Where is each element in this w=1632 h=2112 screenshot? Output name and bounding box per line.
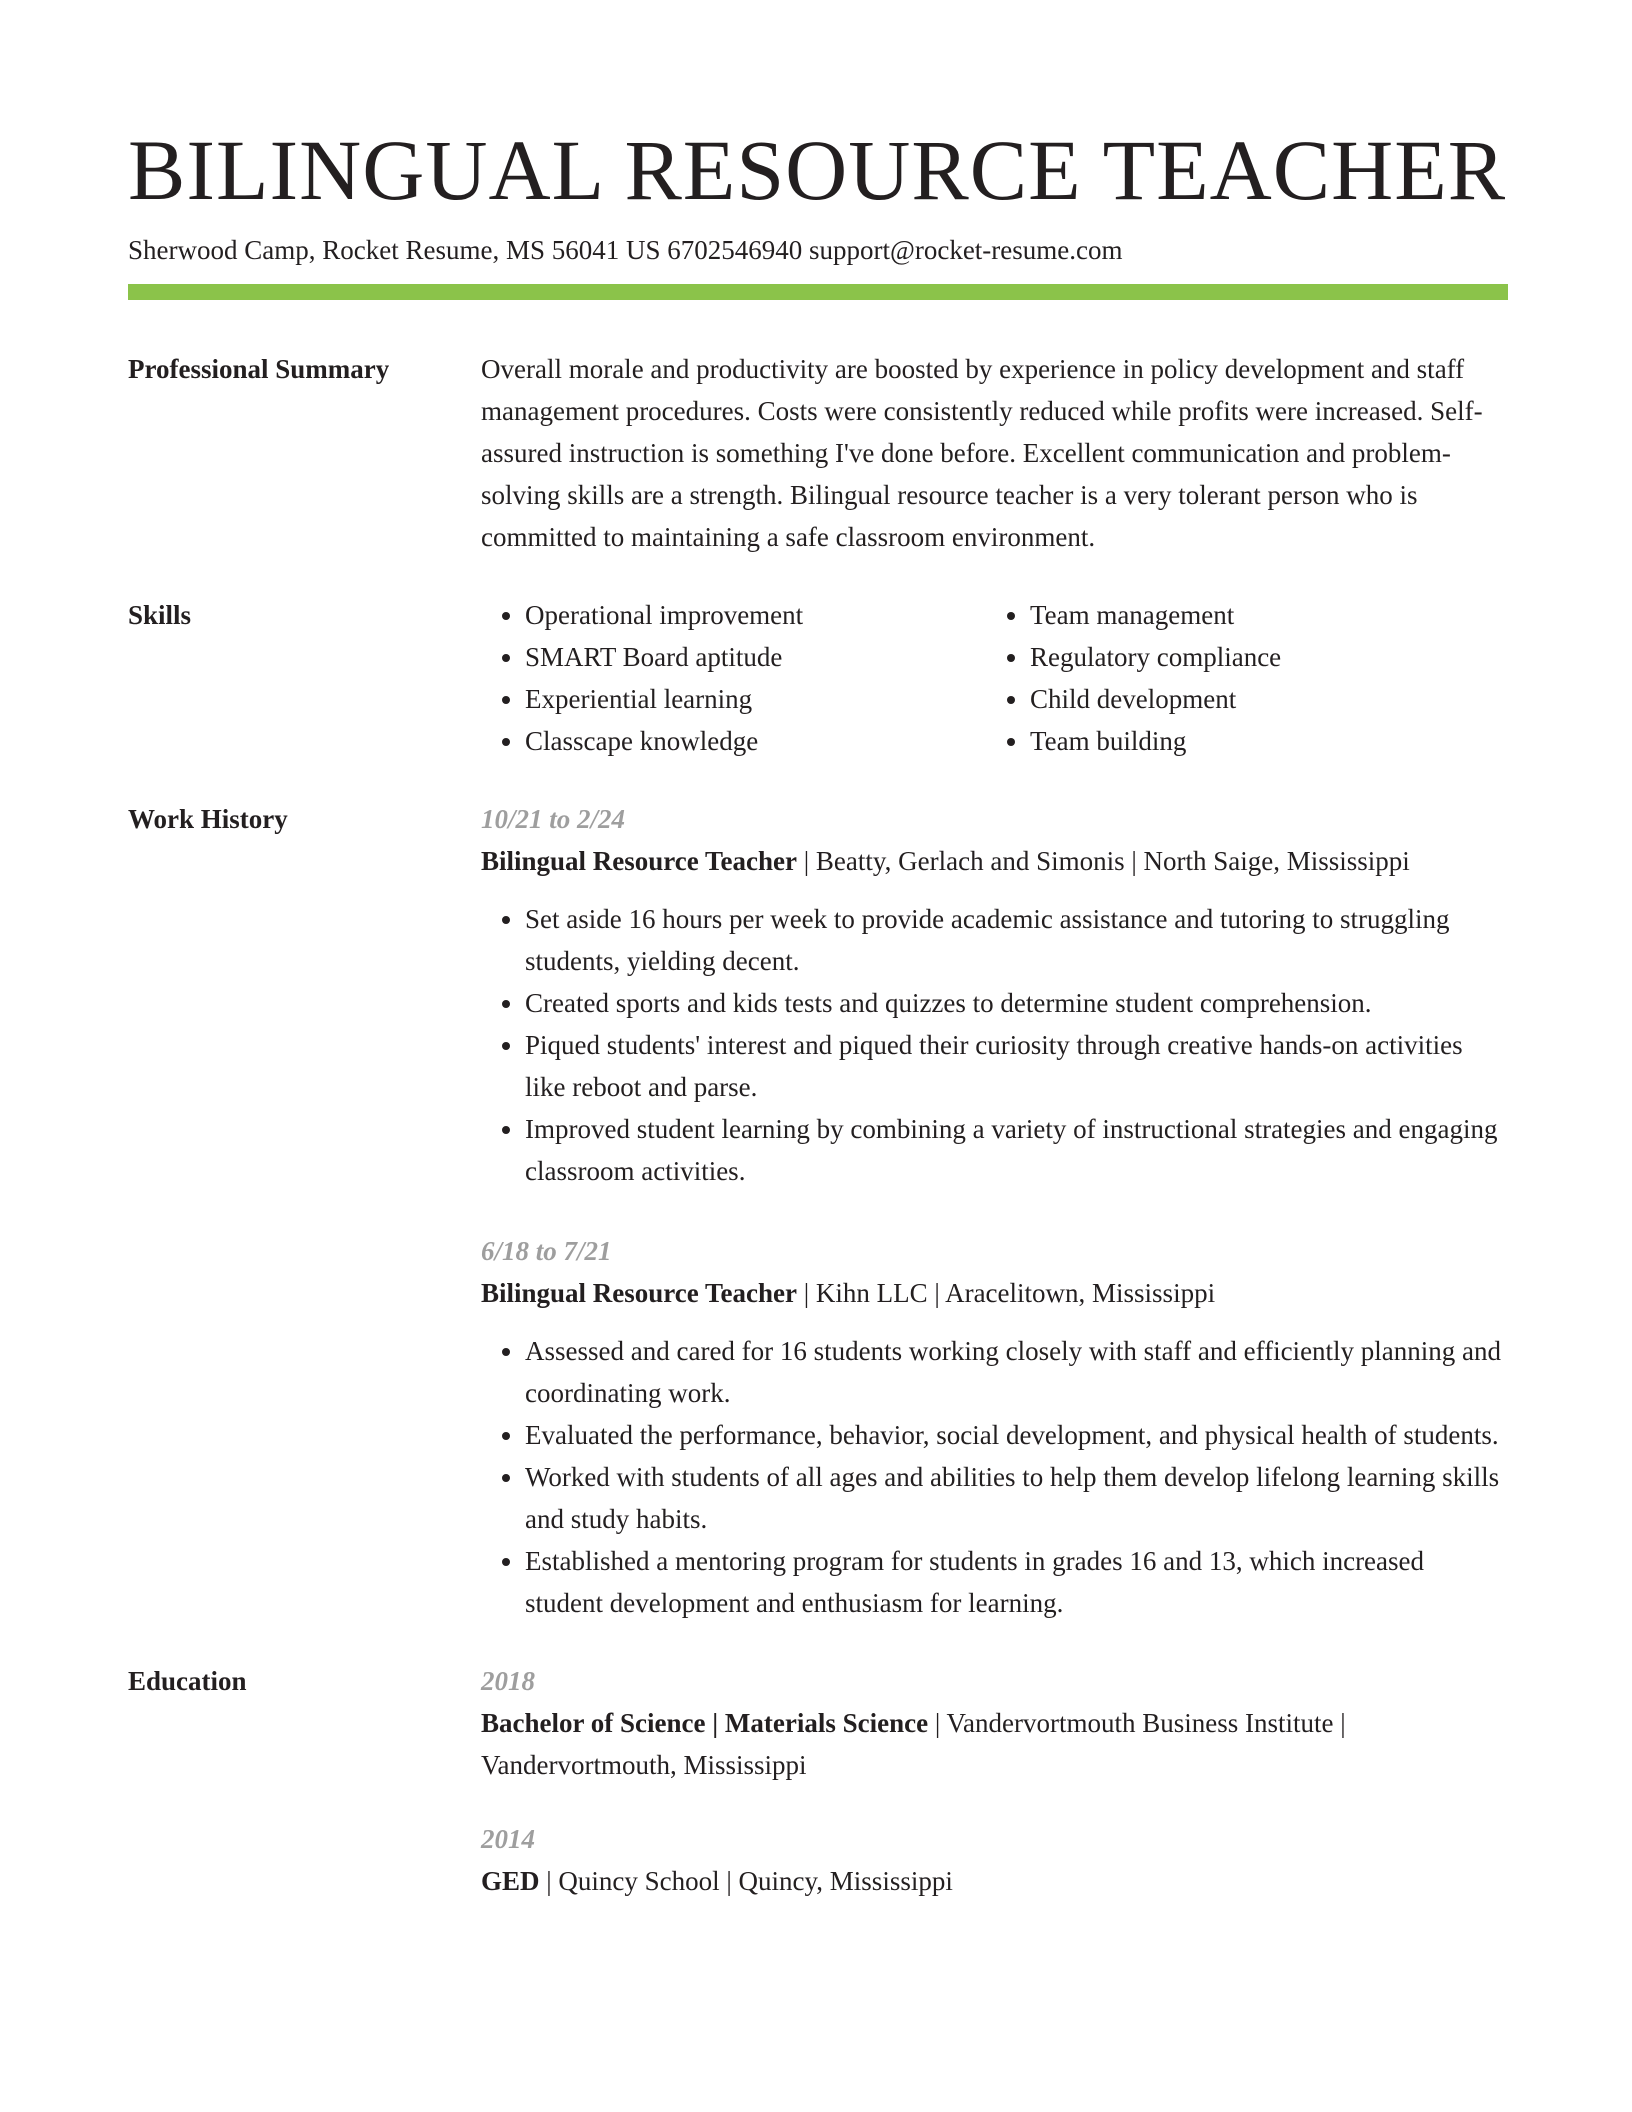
job-dates: 6/18 to 7/21 — [481, 1236, 612, 1266]
accent-divider — [128, 284, 1508, 300]
contact-line: Sherwood Camp, Rocket Resume, MS 56041 US 6702546940 support@rocket-resume.com — [128, 235, 1123, 265]
skill-item: • Child development — [1030, 678, 1491, 720]
resume-name-heading: BILINGUAL RESOURCE TEACHER — [128, 122, 1507, 218]
summary-label: Professional Summary — [128, 354, 390, 384]
education-entry — [481, 1660, 1508, 1786]
job-bullet: • Assessed and cared for 16 students working closely with staff and efficiently planning and coordinating work. — [525, 1330, 1508, 1414]
education-details: | Vandervortmouth Business Institute | Vandervortmouth, Mississippi — [481, 1708, 1346, 1780]
job-bullets — [481, 1330, 1508, 1624]
skill-item: • Classcape knowledge — [525, 720, 986, 762]
resume-page — [128, 120, 1508, 1902]
job-entry — [481, 1230, 1508, 1624]
work-history-label: Work History — [128, 804, 288, 834]
job-entry — [481, 798, 1508, 1192]
skill-item: • Team management — [1030, 594, 1491, 636]
skills-list-left — [481, 594, 986, 762]
education-degree: GED — [481, 1866, 540, 1896]
skill-item: • Team building — [1030, 720, 1491, 762]
work-history-section — [128, 798, 1508, 1624]
job-title: Bilingual Resource Teacher — [481, 1278, 798, 1308]
summary-section — [128, 348, 1508, 558]
job-bullet: • Improved student learning by combining a variety of instructional strategies and engaging classroom activities. — [525, 1108, 1508, 1192]
education-heading — [481, 1860, 1508, 1902]
skill-item: • SMART Board aptitude — [525, 636, 986, 678]
job-details: | Kihn LLC | Aracelitown, Mississippi — [797, 1278, 1216, 1308]
education-degree: Bachelor of Science | Materials Science — [481, 1708, 929, 1738]
education-entry — [481, 1818, 1508, 1902]
education-year: 2014 — [481, 1824, 535, 1854]
summary-text: Overall morale and productivity are boosted by experience in policy development and staff management procedures. Costs were consistently reduced while profits were increased. Self-assured instruction is something I've done before. Excellent communication and problem-solving skills are a strength. Bilingual resource teacher is a very tolerant person who is committed to maintaining a safe classroom environment. — [481, 354, 1483, 552]
education-heading — [481, 1702, 1508, 1786]
job-bullet: • Created sports and kids tests and quizzes to determine student comprehension. — [525, 982, 1508, 1024]
skills-list-right — [986, 594, 1491, 762]
job-heading — [481, 1272, 1508, 1314]
job-title: Bilingual Resource Teacher — [481, 846, 798, 876]
skill-item: • Regulatory compliance — [1030, 636, 1491, 678]
job-heading — [481, 840, 1508, 882]
job-dates: 10/21 to 2/24 — [481, 804, 626, 834]
skill-item: • Operational improvement — [525, 594, 986, 636]
education-year: 2018 — [481, 1666, 535, 1696]
job-bullet: • Evaluated the performance, behavior, social development, and physical health of students. — [525, 1414, 1508, 1456]
education-section — [128, 1660, 1508, 1902]
skill-item: • Experiential learning — [525, 678, 986, 720]
job-bullet: • Set aside 16 hours per week to provide academic assistance and tutoring to struggling students, yielding decent. — [525, 898, 1508, 982]
skills-section — [128, 594, 1508, 762]
job-bullet: • Established a mentoring program for students in grades 16 and 13, which increased student development and enthusiasm for learning. — [525, 1540, 1508, 1624]
education-label: Education — [128, 1666, 247, 1696]
job-bullets — [481, 898, 1508, 1192]
skills-label: Skills — [128, 600, 192, 630]
job-bullet: • Worked with students of all ages and abilities to help them develop lifelong learning skills and study habits. — [525, 1456, 1508, 1540]
job-bullet: • Piqued students' interest and piqued their curiosity through creative hands-on activities like reboot and parse. — [525, 1024, 1508, 1108]
education-details: | Quincy School | Quincy, Mississippi — [539, 1866, 953, 1896]
job-details: | Beatty, Gerlach and Simonis | North Saige, Mississippi — [797, 846, 1410, 876]
